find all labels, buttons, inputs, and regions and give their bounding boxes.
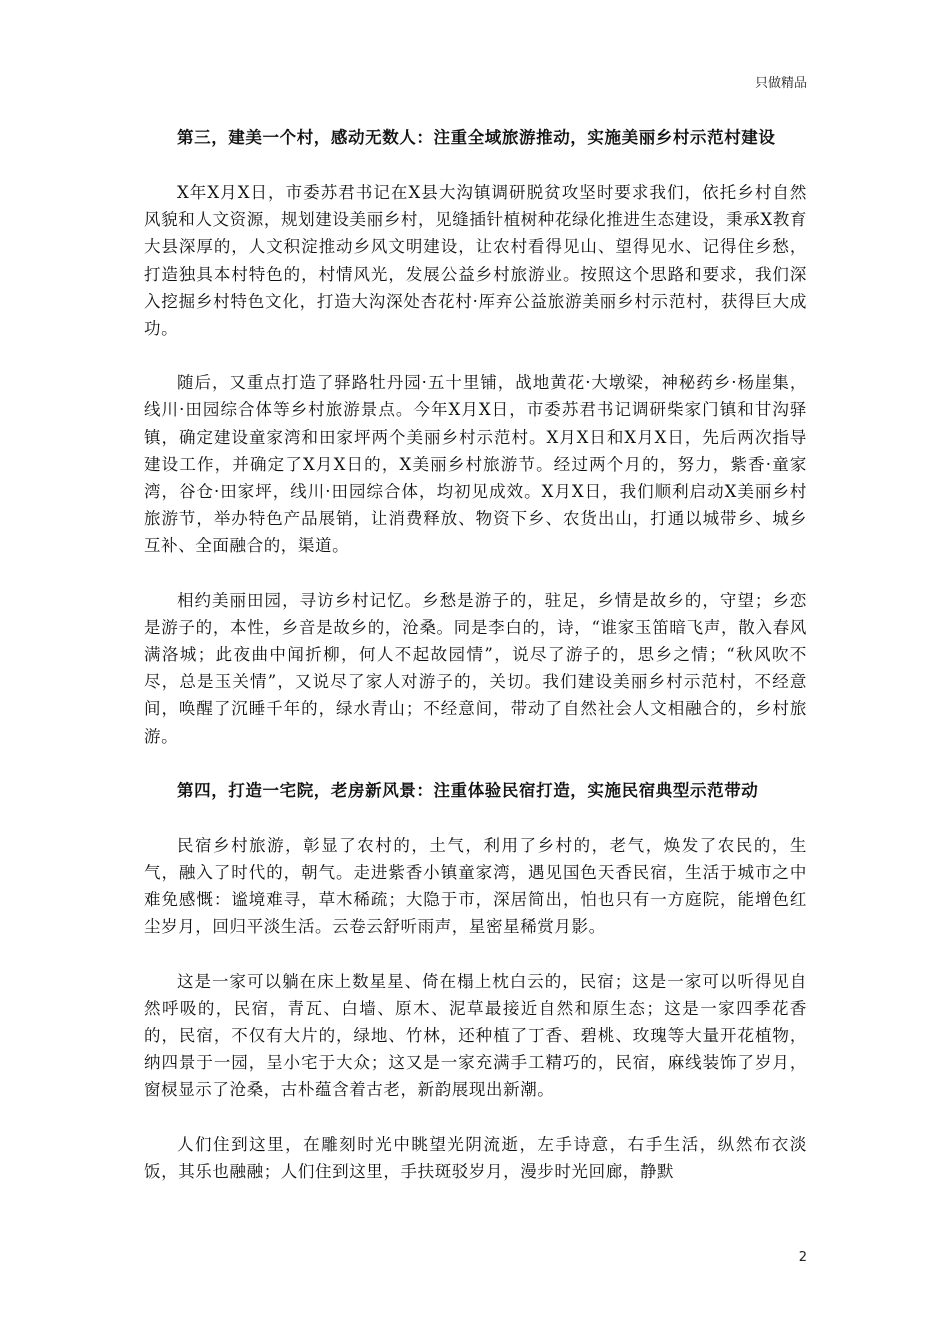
- page-number: 2: [798, 1250, 807, 1265]
- paragraph: 人们住到这里，在雕刻时光中眺望光阴流逝，左手诗意，右手生活，纵然布衣淡饭，其乐也融融；人们住到这里，手扶斑驳岁月，漫步时光回廊，静默: [144, 1134, 807, 1181]
- paragraph: 随后，又重点打造了驿路牡丹园·五十里铺，战地黄花·大墩梁，神秘药乡·杨崖集，线川·田园综合体等乡村旅游景点。今年X月X日，市委苏君书记调研柴家门镇和甘沟驿镇，确定建设童家湾和田家坪两个美丽乡村示范村。X月X日和X月X日，先后两次指导建设工作，并确定了X月X日的，X美丽乡村旅游节。经过两个月的，努力，紫香·童家湾，谷仓·田家坪，线川·田园综合体，均初见成效。X月X日，我们顺利启动X美丽乡村旅游节，举办特色产品展销，让消费释放、物资下乡、农货出山，打通以城带乡、城乡互补、全面融合的，渠道。: [144, 373, 807, 556]
- document-body: [144, 124, 807, 1212]
- section-heading: 第四，打造一宅院，老房新风景：注重体验民宿打造，实施民宿典型示范带动: [177, 780, 759, 800]
- paragraph: 这是一家可以躺在床上数星星、倚在榻上枕白云的，民宿；这是一家可以听得见自然呼吸的，民宿，青瓦、白墙、原木、泥草最接近自然和原生态；这是一家四季花香的，民宿，不仅有大片的，绿地、竹林，还种植了丁香、碧桃、玫瑰等大量开花植物，纳四景于一园，呈小宅于大众；这又是一家充满手工精巧的，民宿，麻线装饰了岁月，窗棂显示了沧桑，古朴蕴含着古老，新韵展现出新潮。: [144, 971, 807, 1100]
- paragraph: X年X月X日，市委苏君书记在X县大沟镇调研脱贫攻坚时要求我们，依托乡村自然风貌和人文资源，规划建设美丽乡村，见缝插针植树种花绿化推进生态建设，秉承X教育大县深厚的，人文积淀推动乡风文明建设，让农村看得见山、望得见水、记得住乡愁，打造独具本村特色的，村情风光，发展公益乡村旅游业。按照这个思路和要求，我们深入挖掘乡村特色文化，打造大沟深处杏花村·厍弃公益旅游美丽乡村示范村，获得巨大成功。: [144, 183, 807, 339]
- section-three: [144, 124, 807, 750]
- header-note: 只做精品: [754, 76, 807, 91]
- section-four: [144, 777, 807, 1185]
- paragraph: 相约美丽田园，寻访乡村记忆。乡愁是游子的，驻足，乡情是故乡的，守望；乡恋是游子的，本性，乡音是故乡的，沧桑。同是李白的，诗，“谁家玉笛暗飞声，散入春风满洛城；此夜曲中闻折柳，何人不起故园情”，说尽了游子的，思乡之情；“秋风吹不尽，总是玉关情”，又说尽了家人对游子的，关切。我们建设美丽乡村示范村，不经意间，唤醒了沉睡千年的，绿水青山；不经意间，带动了自然社会人文相融合的，乡村旅游。: [144, 590, 807, 746]
- paragraph: 民宿乡村旅游，彰显了农村的，土气，利用了乡村的，老气，焕发了农民的，生气，融入了时代的，朝气。走进紫香小镇童家湾，遇见国色天香民宿，生活于城市之中难免感慨：谧境难寻，草木稀疏；大隐于市，深居简出，怕也只有一方庭院，能增色红尘岁月，回归平淡生活。云卷云舒听雨声，星密星稀赏月影。: [144, 835, 807, 937]
- section-heading: 第三，建美一个村，感动无数人：注重全域旅游推动，实施美丽乡村示范村建设: [177, 128, 776, 147]
